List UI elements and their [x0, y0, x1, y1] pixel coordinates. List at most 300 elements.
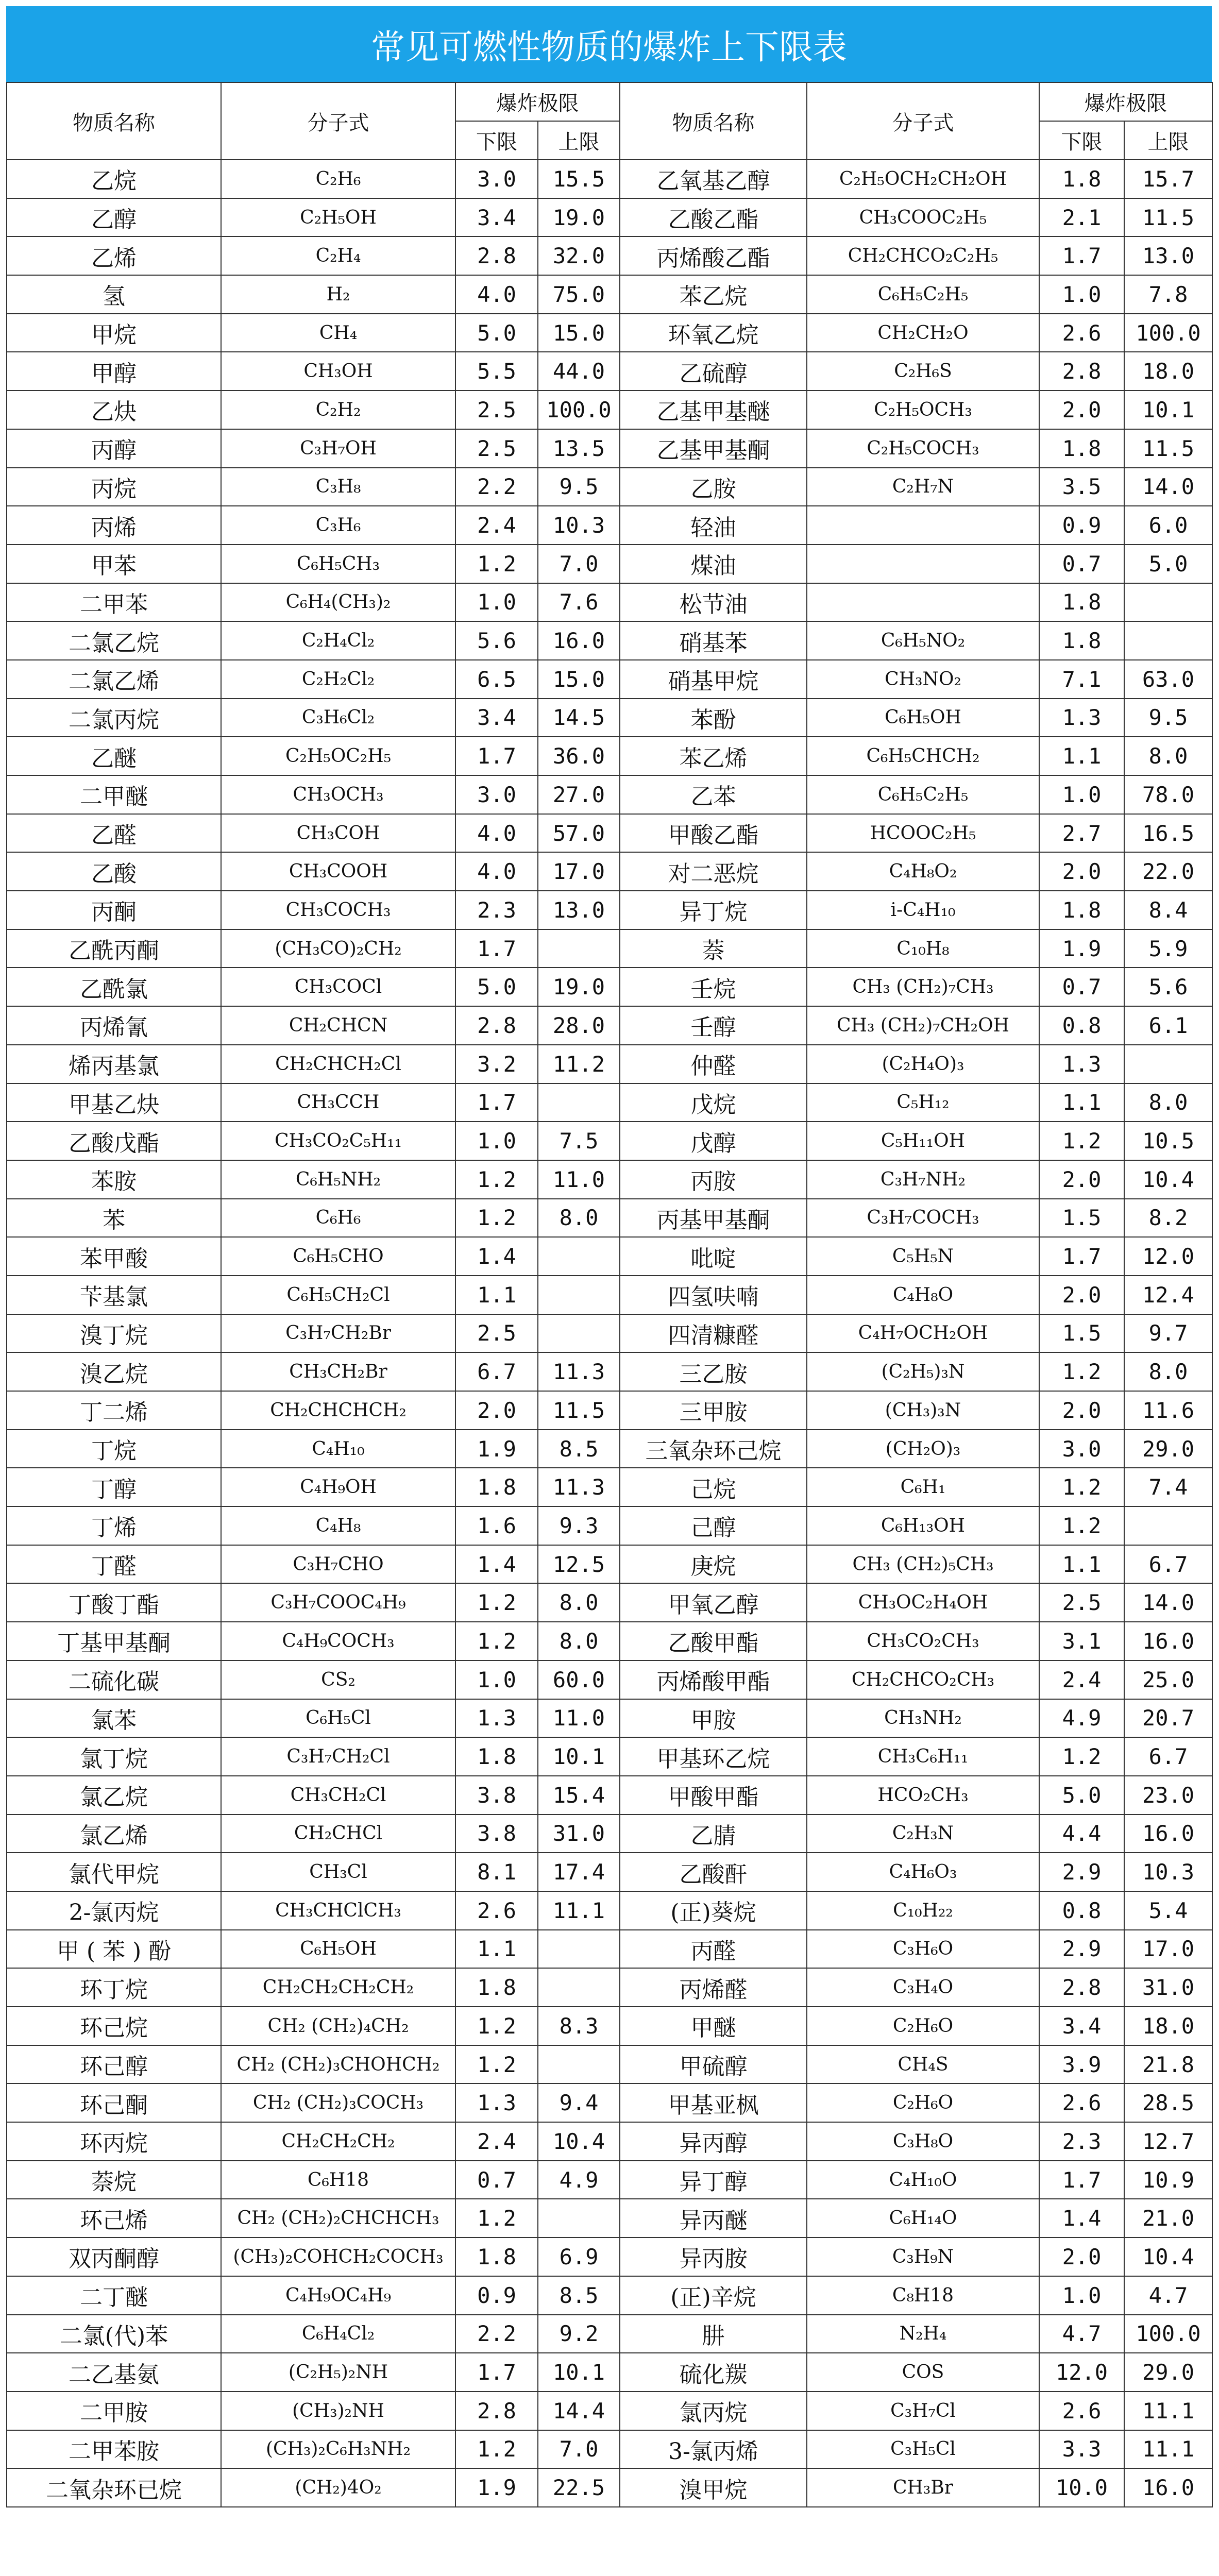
- right-upper-cell: 14.0: [1124, 1583, 1212, 1622]
- table-row: [7, 1545, 1212, 1584]
- left-lower-cell: 1.2: [455, 2199, 538, 2238]
- left-upper-cell: 31.0: [538, 1815, 620, 1853]
- left-name-cell: 2-氯丙烷: [7, 1891, 221, 1930]
- left-lower-cell: 2.4: [455, 506, 538, 545]
- right-formula-cell: C₆H₁₃OH: [807, 1506, 1039, 1545]
- table-row: [7, 775, 1212, 814]
- left-lower-cell: 3.0: [455, 160, 538, 198]
- header-formula-left: 分子式: [221, 82, 455, 160]
- left-formula-cell: CH₂CH₂CH₂CH₂: [221, 1968, 455, 2007]
- table-body: [7, 160, 1212, 2507]
- table-row: [7, 314, 1212, 352]
- table-row: [7, 236, 1212, 275]
- left-upper-cell: 27.0: [538, 775, 620, 814]
- left-formula-cell: C₂H₂: [221, 391, 455, 429]
- table-row: [7, 660, 1212, 699]
- right-upper-cell: 31.0: [1124, 1968, 1212, 2007]
- right-formula-cell: C₆H₅NO₂: [807, 621, 1039, 660]
- right-lower-cell: 1.2: [1039, 1352, 1124, 1391]
- left-lower-cell: 1.0: [455, 1660, 538, 1699]
- left-formula-cell: C₃H₇CHO: [221, 1545, 455, 1584]
- left-upper-cell: 11.0: [538, 1699, 620, 1738]
- right-formula-cell: C₄H₈O: [807, 1276, 1039, 1314]
- right-lower-cell: 4.9: [1039, 1699, 1124, 1738]
- right-upper-cell: 63.0: [1124, 660, 1212, 699]
- left-formula-cell: (CH₂)4O₂: [221, 2468, 455, 2507]
- left-formula-cell: C₆H₅OH: [221, 1930, 455, 1969]
- left-name-cell: 乙炔: [7, 391, 221, 429]
- left-upper-cell: 15.4: [538, 1776, 620, 1815]
- left-formula-cell: CH₃CO₂C₅H₁₁: [221, 1122, 455, 1160]
- left-upper-cell: 36.0: [538, 737, 620, 775]
- left-name-cell: 氯丁烷: [7, 1737, 221, 1776]
- right-name-cell: 丙烯醛: [620, 1968, 807, 2007]
- right-lower-cell: 2.6: [1039, 314, 1124, 352]
- left-upper-cell: 8.5: [538, 1430, 620, 1468]
- right-formula-cell: C₅H₁₂: [807, 1083, 1039, 1122]
- right-upper-cell: 10.4: [1124, 2238, 1212, 2276]
- right-name-cell: 丙胺: [620, 1160, 807, 1199]
- left-formula-cell: C₂H₄Cl₂: [221, 621, 455, 660]
- right-lower-cell: 1.8: [1039, 429, 1124, 468]
- left-lower-cell: 2.3: [455, 891, 538, 929]
- right-lower-cell: 2.0: [1039, 1160, 1124, 1199]
- table-row: [7, 929, 1212, 968]
- right-lower-cell: 1.8: [1039, 160, 1124, 198]
- right-name-cell: 乙胺: [620, 468, 807, 506]
- right-name-cell: 乙苯: [620, 775, 807, 814]
- right-lower-cell: 3.5: [1039, 468, 1124, 506]
- left-name-cell: 二氯乙烯: [7, 660, 221, 699]
- table-row: [7, 506, 1212, 545]
- left-upper-cell: 7.0: [538, 2430, 620, 2469]
- table-row: [7, 1468, 1212, 1506]
- right-lower-cell: 2.0: [1039, 852, 1124, 891]
- left-upper-cell: [538, 1237, 620, 1276]
- table-row: [7, 1122, 1212, 1160]
- table-row: [7, 2315, 1212, 2353]
- table-row: [7, 1006, 1212, 1045]
- left-lower-cell: 1.0: [455, 1122, 538, 1160]
- left-lower-cell: 2.4: [455, 2122, 538, 2161]
- left-lower-cell: 1.7: [455, 1083, 538, 1122]
- right-lower-cell: 0.8: [1039, 1891, 1124, 1930]
- left-lower-cell: 6.7: [455, 1352, 538, 1391]
- left-formula-cell: CH₃COCl: [221, 968, 455, 1006]
- left-upper-cell: 13.0: [538, 891, 620, 929]
- left-lower-cell: 0.7: [455, 2161, 538, 2199]
- left-upper-cell: 7.0: [538, 545, 620, 583]
- right-lower-cell: 1.3: [1039, 699, 1124, 737]
- right-lower-cell: 2.9: [1039, 1930, 1124, 1969]
- left-upper-cell: 19.0: [538, 968, 620, 1006]
- right-upper-cell: 25.0: [1124, 1660, 1212, 1699]
- table-row: [7, 583, 1212, 622]
- left-upper-cell: 14.5: [538, 699, 620, 737]
- right-name-cell: 异丙胺: [620, 2238, 807, 2276]
- left-upper-cell: 9.2: [538, 2315, 620, 2353]
- right-formula-cell: C₄H₁₀O: [807, 2161, 1039, 2199]
- right-formula-cell: C₄H₇OCH₂OH: [807, 1314, 1039, 1353]
- right-upper-cell: 21.0: [1124, 2199, 1212, 2238]
- table-row: [7, 468, 1212, 506]
- right-formula-cell: C₂H₅OCH₃: [807, 391, 1039, 429]
- left-name-cell: 二甲胺: [7, 2392, 221, 2430]
- right-name-cell: 异丙醇: [620, 2122, 807, 2161]
- right-name-cell: 四氢呋喃: [620, 1276, 807, 1314]
- left-upper-cell: 22.5: [538, 2468, 620, 2507]
- right-lower-cell: 2.0: [1039, 2238, 1124, 2276]
- right-name-cell: 仲醛: [620, 1045, 807, 1083]
- right-formula-cell: CH₃NO₂: [807, 660, 1039, 699]
- right-formula-cell: CH₃ (CH₂)₅CH₃: [807, 1545, 1039, 1584]
- right-upper-cell: 11.5: [1124, 429, 1212, 468]
- table-row: [7, 2238, 1212, 2276]
- right-formula-cell: CH₃COOC₂H₅: [807, 198, 1039, 237]
- left-formula-cell: CH₂CHCl: [221, 1815, 455, 1853]
- table-row: [7, 2083, 1212, 2122]
- table-row: [7, 1314, 1212, 1353]
- table-row: [7, 2468, 1212, 2507]
- table-row: [7, 275, 1212, 314]
- right-name-cell: 硝基甲烷: [620, 660, 807, 699]
- left-formula-cell: C₆H₅Cl: [221, 1699, 455, 1738]
- left-formula-cell: (C₂H₅)₂NH: [221, 2353, 455, 2392]
- right-formula-cell: C₄H₈O₂: [807, 852, 1039, 891]
- left-name-cell: 乙酰丙酮: [7, 929, 221, 968]
- header-limit-left: 爆炸极限: [455, 82, 620, 121]
- left-upper-cell: 11.2: [538, 1045, 620, 1083]
- left-upper-cell: 8.0: [538, 1583, 620, 1622]
- right-name-cell: 四清糠醛: [620, 1314, 807, 1353]
- right-formula-cell: CH₃C₆H₁₁: [807, 1737, 1039, 1776]
- left-name-cell: 甲醇: [7, 352, 221, 391]
- table-row: [7, 2161, 1212, 2199]
- left-name-cell: 丙醇: [7, 429, 221, 468]
- right-upper-cell: 6.7: [1124, 1737, 1212, 1776]
- right-name-cell: 异丁烷: [620, 891, 807, 929]
- table-row: [7, 2199, 1212, 2238]
- right-formula-cell: N₂H₄: [807, 2315, 1039, 2353]
- left-name-cell: 氯乙烯: [7, 1815, 221, 1853]
- right-formula-cell: CH₃NH₂: [807, 1699, 1039, 1738]
- right-upper-cell: 10.4: [1124, 1160, 1212, 1199]
- right-upper-cell: 10.3: [1124, 1853, 1212, 1891]
- left-name-cell: 二乙基氨: [7, 2353, 221, 2392]
- left-formula-cell: CH₃COOH: [221, 852, 455, 891]
- table-row: [7, 852, 1212, 891]
- header-limit-right: 爆炸极限: [1039, 82, 1212, 121]
- left-upper-cell: 10.1: [538, 1737, 620, 1776]
- left-name-cell: 二氯乙烷: [7, 621, 221, 660]
- left-upper-cell: 12.5: [538, 1545, 620, 1584]
- left-upper-cell: 11.5: [538, 1391, 620, 1430]
- right-lower-cell: 4.7: [1039, 2315, 1124, 2353]
- left-formula-cell: (CH₃)₂C₆H₃NH₂: [221, 2430, 455, 2469]
- right-upper-cell: 13.0: [1124, 236, 1212, 275]
- right-lower-cell: 1.5: [1039, 1314, 1124, 1353]
- right-name-cell: 壬醇: [620, 1006, 807, 1045]
- left-name-cell: 二丁醚: [7, 2276, 221, 2315]
- right-lower-cell: 0.8: [1039, 1006, 1124, 1045]
- right-upper-cell: 5.4: [1124, 1891, 1212, 1930]
- left-formula-cell: C₄H₉COCH₃: [221, 1622, 455, 1660]
- right-formula-cell: CH₂CHCO₂CH₃: [807, 1660, 1039, 1699]
- right-upper-cell: 6.1: [1124, 1006, 1212, 1045]
- left-lower-cell: 1.7: [455, 929, 538, 968]
- table-row: [7, 2007, 1212, 2045]
- right-formula-cell: [807, 506, 1039, 545]
- right-upper-cell: 11.1: [1124, 2430, 1212, 2469]
- right-formula-cell: CH₃ (CH₂)₇CH₃: [807, 968, 1039, 1006]
- right-name-cell: 乙酸酐: [620, 1853, 807, 1891]
- table-row: [7, 621, 1212, 660]
- left-formula-cell: CH₃CHClCH₃: [221, 1891, 455, 1930]
- right-formula-cell: (C₂H₄O)₃: [807, 1045, 1039, 1083]
- right-upper-cell: 16.0: [1124, 2468, 1212, 2507]
- right-upper-cell: 16.0: [1124, 1815, 1212, 1853]
- right-lower-cell: 1.7: [1039, 236, 1124, 275]
- right-name-cell: (正)葵烷: [620, 1891, 807, 1930]
- left-upper-cell: [538, 1968, 620, 2007]
- right-upper-cell: 16.0: [1124, 1622, 1212, 1660]
- left-name-cell: 甲苯: [7, 545, 221, 583]
- left-formula-cell: (CH₃CO)₂CH₂: [221, 929, 455, 968]
- left-formula-cell: C₂H₆: [221, 160, 455, 198]
- left-upper-cell: [538, 1314, 620, 1353]
- table-row: [7, 1737, 1212, 1776]
- right-formula-cell: C₂H₅COCH₃: [807, 429, 1039, 468]
- left-name-cell: 丁二烯: [7, 1391, 221, 1430]
- left-formula-cell: C₄H₉OC₄H₉: [221, 2276, 455, 2315]
- right-formula-cell: [807, 583, 1039, 622]
- right-formula-cell: C₆H₁: [807, 1468, 1039, 1506]
- right-name-cell: 己烷: [620, 1468, 807, 1506]
- left-name-cell: 二硫化碳: [7, 1660, 221, 1699]
- left-name-cell: 丙烷: [7, 468, 221, 506]
- left-formula-cell: CH₂CHCH₂Cl: [221, 1045, 455, 1083]
- right-upper-cell: 12.7: [1124, 2122, 1212, 2161]
- right-upper-cell: 10.9: [1124, 2161, 1212, 2199]
- right-name-cell: 甲硫醇: [620, 2045, 807, 2084]
- left-upper-cell: 7.5: [538, 1122, 620, 1160]
- right-name-cell: 甲酸乙酯: [620, 814, 807, 853]
- left-upper-cell: [538, 1276, 620, 1314]
- right-upper-cell: 6.7: [1124, 1545, 1212, 1584]
- right-name-cell: 甲氧乙醇: [620, 1583, 807, 1622]
- table-row: [7, 1160, 1212, 1199]
- left-name-cell: 二氯(代)苯: [7, 2315, 221, 2353]
- right-upper-cell: 8.2: [1124, 1199, 1212, 1238]
- explosion-limit-table-container: [6, 82, 1212, 2507]
- right-formula-cell: C₃H₅Cl: [807, 2430, 1039, 2469]
- left-upper-cell: [538, 1083, 620, 1122]
- left-lower-cell: 1.0: [455, 583, 538, 622]
- right-upper-cell: 7.4: [1124, 1468, 1212, 1506]
- left-upper-cell: 11.3: [538, 1468, 620, 1506]
- left-formula-cell: CH₂ (CH₂)₂CHCHCH₃: [221, 2199, 455, 2238]
- left-formula-cell: C₂H₄: [221, 236, 455, 275]
- table-row: [7, 2122, 1212, 2161]
- left-upper-cell: 16.0: [538, 621, 620, 660]
- left-name-cell: 丁醇: [7, 1468, 221, 1506]
- right-formula-cell: CH₄S: [807, 2045, 1039, 2084]
- left-formula-cell: C₃H₆: [221, 506, 455, 545]
- right-formula-cell: HCO₂CH₃: [807, 1776, 1039, 1815]
- left-name-cell: 二氯丙烷: [7, 699, 221, 737]
- left-name-cell: 二氧杂环已烷: [7, 2468, 221, 2507]
- right-formula-cell: [807, 545, 1039, 583]
- table-row: [7, 1083, 1212, 1122]
- right-lower-cell: 1.2: [1039, 1506, 1124, 1545]
- right-lower-cell: 2.5: [1039, 1583, 1124, 1622]
- left-lower-cell: 3.4: [455, 198, 538, 237]
- right-name-cell: 煤油: [620, 545, 807, 583]
- table-row: [7, 1583, 1212, 1622]
- left-formula-cell: C₆H₄(CH₃)₂: [221, 583, 455, 622]
- right-upper-cell: 7.8: [1124, 275, 1212, 314]
- right-name-cell: 甲基亚枫: [620, 2083, 807, 2122]
- right-formula-cell: C₁₀H₈: [807, 929, 1039, 968]
- left-formula-cell: CH₂ (CH₂)₄CH₂: [221, 2007, 455, 2045]
- table-row: [7, 1968, 1212, 2007]
- page-title: 常见可燃性物质的爆炸上下限表: [6, 6, 1212, 82]
- right-name-cell: 氯丙烷: [620, 2392, 807, 2430]
- right-lower-cell: 1.1: [1039, 1083, 1124, 1122]
- right-name-cell: 甲酸甲酯: [620, 1776, 807, 1815]
- right-name-cell: (正)辛烷: [620, 2276, 807, 2315]
- left-formula-cell: C₂H₅OH: [221, 198, 455, 237]
- table-row: [7, 1699, 1212, 1738]
- right-name-cell: 溴甲烷: [620, 2468, 807, 2507]
- left-upper-cell: 8.0: [538, 1622, 620, 1660]
- left-formula-cell: CH₃OCH₃: [221, 775, 455, 814]
- left-formula-cell: C₃H₇CH₂Br: [221, 1314, 455, 1353]
- left-upper-cell: 6.9: [538, 2238, 620, 2276]
- right-formula-cell: C₅H₅N: [807, 1237, 1039, 1276]
- left-formula-cell: C₄H₁₀: [221, 1430, 455, 1468]
- left-lower-cell: 1.4: [455, 1237, 538, 1276]
- right-name-cell: 三氧杂环己烷: [620, 1430, 807, 1468]
- left-upper-cell: 32.0: [538, 236, 620, 275]
- left-upper-cell: 9.3: [538, 1506, 620, 1545]
- left-lower-cell: 4.0: [455, 275, 538, 314]
- left-name-cell: 丙烯氰: [7, 1006, 221, 1045]
- table-row: [7, 352, 1212, 391]
- right-lower-cell: 2.0: [1039, 1276, 1124, 1314]
- right-formula-cell: C₂H₆O: [807, 2007, 1039, 2045]
- left-lower-cell: 1.2: [455, 2045, 538, 2084]
- right-lower-cell: 1.8: [1039, 621, 1124, 660]
- table-row: [7, 1815, 1212, 1853]
- right-name-cell: 环氧乙烷: [620, 314, 807, 352]
- left-formula-cell: C₂H₅OC₂H₅: [221, 737, 455, 775]
- left-name-cell: 二甲苯胺: [7, 2430, 221, 2469]
- left-lower-cell: 1.9: [455, 1430, 538, 1468]
- right-upper-cell: 8.0: [1124, 1083, 1212, 1122]
- right-lower-cell: 0.7: [1039, 545, 1124, 583]
- right-formula-cell: C₆H₅C₂H₅: [807, 275, 1039, 314]
- left-upper-cell: 100.0: [538, 391, 620, 429]
- table-row: [7, 1776, 1212, 1815]
- left-formula-cell: C₆H₅CH₃: [221, 545, 455, 583]
- left-lower-cell: 2.8: [455, 236, 538, 275]
- left-lower-cell: 1.8: [455, 1968, 538, 2007]
- left-name-cell: 甲烷: [7, 314, 221, 352]
- header-lower-right: 下限: [1039, 121, 1124, 160]
- right-name-cell: 丙烯酸乙酯: [620, 236, 807, 275]
- left-lower-cell: 3.0: [455, 775, 538, 814]
- left-upper-cell: [538, 2045, 620, 2084]
- left-upper-cell: 15.5: [538, 160, 620, 198]
- table-row: [7, 1276, 1212, 1314]
- right-lower-cell: 2.8: [1039, 352, 1124, 391]
- right-name-cell: 丙醛: [620, 1930, 807, 1969]
- right-upper-cell: 9.7: [1124, 1314, 1212, 1353]
- right-name-cell: 乙硫醇: [620, 352, 807, 391]
- right-formula-cell: C₃H₄O: [807, 1968, 1039, 2007]
- left-upper-cell: 11.3: [538, 1352, 620, 1391]
- left-upper-cell: 14.4: [538, 2392, 620, 2430]
- left-name-cell: 环丁烷: [7, 1968, 221, 2007]
- right-lower-cell: 3.9: [1039, 2045, 1124, 2084]
- right-formula-cell: CH₂CH₂O: [807, 314, 1039, 352]
- left-formula-cell: CH₃CH₂Cl: [221, 1776, 455, 1815]
- left-lower-cell: 4.0: [455, 852, 538, 891]
- left-name-cell: 苯: [7, 1199, 221, 1238]
- left-formula-cell: C₃H₈: [221, 468, 455, 506]
- right-lower-cell: 0.7: [1039, 968, 1124, 1006]
- right-formula-cell: C₈H18: [807, 2276, 1039, 2315]
- left-name-cell: 甲 ( 苯 ) 酚: [7, 1930, 221, 1969]
- right-lower-cell: 2.8: [1039, 1968, 1124, 2007]
- right-name-cell: 乙氧基乙醇: [620, 160, 807, 198]
- right-name-cell: 萘: [620, 929, 807, 968]
- right-formula-cell: i-C₄H₁₀: [807, 891, 1039, 929]
- left-name-cell: 甲基乙炔: [7, 1083, 221, 1122]
- table-row: [7, 699, 1212, 737]
- left-upper-cell: 8.0: [538, 1199, 620, 1238]
- left-name-cell: 烯丙基氯: [7, 1045, 221, 1083]
- right-name-cell: 异丙醚: [620, 2199, 807, 2238]
- left-formula-cell: H₂: [221, 275, 455, 314]
- right-name-cell: 庚烷: [620, 1545, 807, 1584]
- left-name-cell: 丁烯: [7, 1506, 221, 1545]
- right-upper-cell: 16.5: [1124, 814, 1212, 853]
- left-upper-cell: 17.0: [538, 852, 620, 891]
- table-row: [7, 2045, 1212, 2084]
- left-lower-cell: 1.8: [455, 2238, 538, 2276]
- right-upper-cell: 4.7: [1124, 2276, 1212, 2315]
- right-lower-cell: 1.7: [1039, 1237, 1124, 1276]
- left-formula-cell: C₃H₇OH: [221, 429, 455, 468]
- left-lower-cell: 4.0: [455, 814, 538, 853]
- table-row: [7, 1506, 1212, 1545]
- right-lower-cell: 1.1: [1039, 737, 1124, 775]
- left-name-cell: 苯胺: [7, 1160, 221, 1199]
- left-formula-cell: CS₂: [221, 1660, 455, 1699]
- left-lower-cell: 2.8: [455, 2392, 538, 2430]
- right-name-cell: 三乙胺: [620, 1352, 807, 1391]
- table-row: [7, 814, 1212, 853]
- right-upper-cell: 100.0: [1124, 2315, 1212, 2353]
- right-upper-cell: 15.7: [1124, 160, 1212, 198]
- left-formula-cell: CH₂ (CH₂)₃CHOHCH₂: [221, 2045, 455, 2084]
- right-upper-cell: [1124, 1506, 1212, 1545]
- left-lower-cell: 3.8: [455, 1815, 538, 1853]
- left-name-cell: 二甲醚: [7, 775, 221, 814]
- table-row: [7, 737, 1212, 775]
